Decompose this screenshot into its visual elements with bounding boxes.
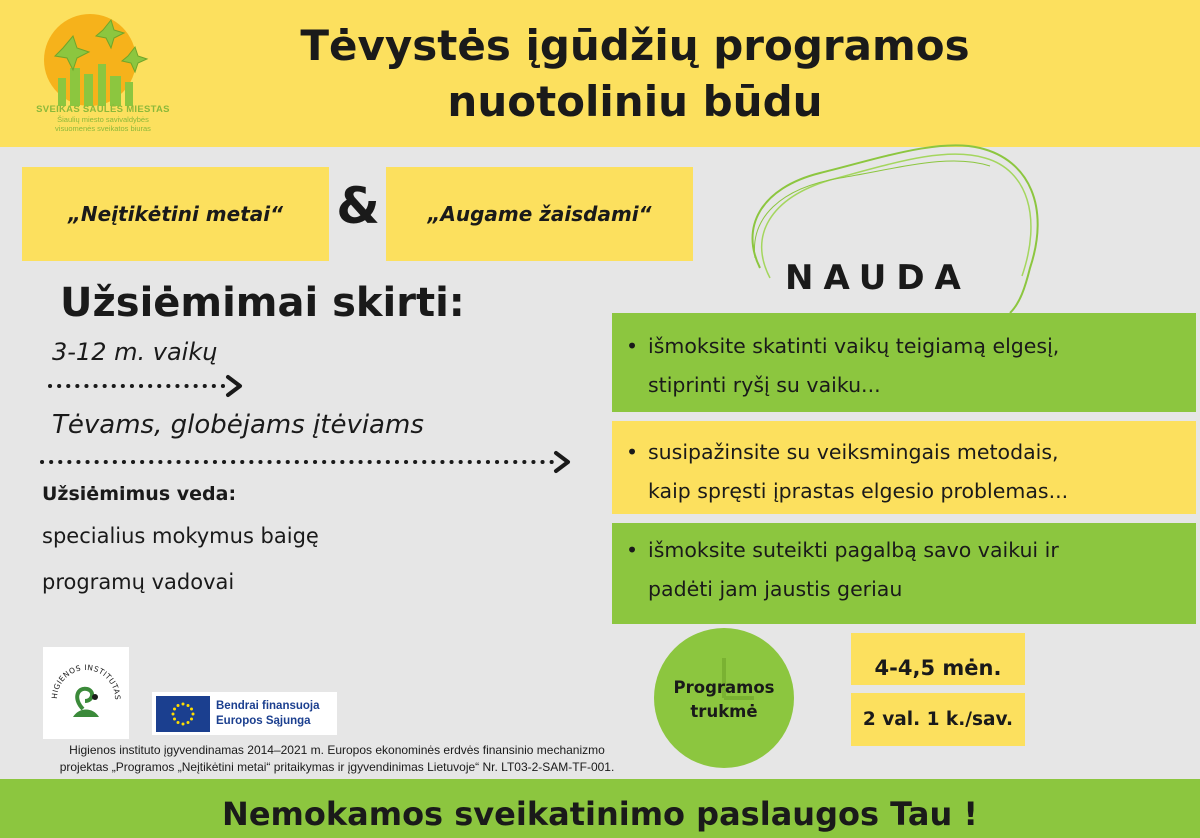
eu-text-line-2: Europos Sąjunga [216, 714, 311, 727]
eu-funding-text [216, 699, 320, 729]
footer-slogan: Nemokamos sveikatinimo paslaugos Tau ! [0, 779, 1200, 838]
svg-text:HIGIENOS INSTITUTAS [50, 663, 122, 700]
duration-frequency: 2 val. 1 k./sav. [851, 693, 1025, 746]
bullet-icon: • [626, 538, 639, 562]
duration-label-line-2: trukmė [690, 702, 758, 721]
eu-text-line-1: Bendrai finansuoja [216, 699, 320, 712]
audience-group-children: 3-12 m. vaikų [52, 338, 218, 366]
title-line-2: nuotoliniu būdu [447, 77, 823, 126]
duration-months: 4-4,5 mėn. [851, 633, 1025, 685]
title-line-1: Tėvystės įgūdžių programos [300, 21, 970, 70]
benefit-2-line-1: susipažinsite su veiksmingais metodais, [648, 440, 1059, 464]
benefit-2-line-2: kaip spręsti įprastas elgesio problemas... [648, 479, 1069, 503]
bullet-icon: • [626, 334, 639, 358]
benefit-3-line-1: išmoksite suteikti pagalbą savo vaikui ir [648, 538, 1059, 562]
benefit-item-1 [612, 313, 1196, 412]
audience-group-parents: Tėvams, globėjams įtėviams [52, 410, 424, 440]
benefit-3-line-2: padėti jam jaustis geriau [648, 577, 903, 601]
institute-logo-text: HIGIENOS INSTITUTAS [49, 662, 123, 701]
logo-sub-1: Šiaulių miesto savivaldybės [57, 115, 149, 124]
leaders-line-2: programų vadovai [42, 570, 235, 594]
page-title [210, 18, 1060, 130]
benefit-1-line-1: išmoksite skatinti vaikų teigiamą elgesį, [648, 334, 1060, 358]
bullet-icon: • [626, 440, 639, 464]
logo-sub-2: visuomenės sveikatos biuras [55, 124, 151, 133]
benefits-title: NAUDA [785, 258, 971, 298]
duration-label [654, 676, 794, 724]
ampersand: & [336, 177, 380, 235]
arrow-dotted-short [48, 374, 248, 398]
program-name-second: „Augame žaisdami“ [427, 202, 652, 226]
eu-funding-badge [152, 692, 337, 735]
program-box-second [386, 167, 693, 261]
leaders-title: Užsiėmimus veda: [42, 483, 237, 505]
arrow-dotted-long [40, 450, 575, 476]
higienos-institutas-logo [43, 647, 129, 739]
logo-caption [28, 104, 178, 133]
duration-label-line-1: Programos [673, 678, 775, 697]
program-name-first: „Neįtikėtini metai“ [68, 202, 283, 226]
benefit-item-3 [612, 523, 1196, 624]
program-box-first [22, 167, 329, 261]
benefit-1-line-2: stiprinti ryšį su vaiku... [648, 373, 881, 397]
audience-title: Užsiėmimai skirti: [60, 280, 465, 326]
eu-flag-icon [156, 696, 210, 732]
project-footnote [12, 742, 662, 776]
footnote-line-2: projektas „Programos „Neįtikėtini metai“ pritaikymas ir įgyvendinimas Lietuvoje“ Nr. LT03-2-SAM-TF-001. [59, 760, 615, 774]
leaders-line-1: specialius mokymus baigę [42, 524, 319, 548]
footnote-line-1: Higienos instituto įgyvendinamas 2014–2021 m. Europos ekonominės erdvės finansinio mechanizmo [69, 743, 605, 757]
benefit-item-2 [612, 421, 1196, 514]
logo-name: SVEIKAS SAULĖS MIESTAS [36, 104, 170, 115]
